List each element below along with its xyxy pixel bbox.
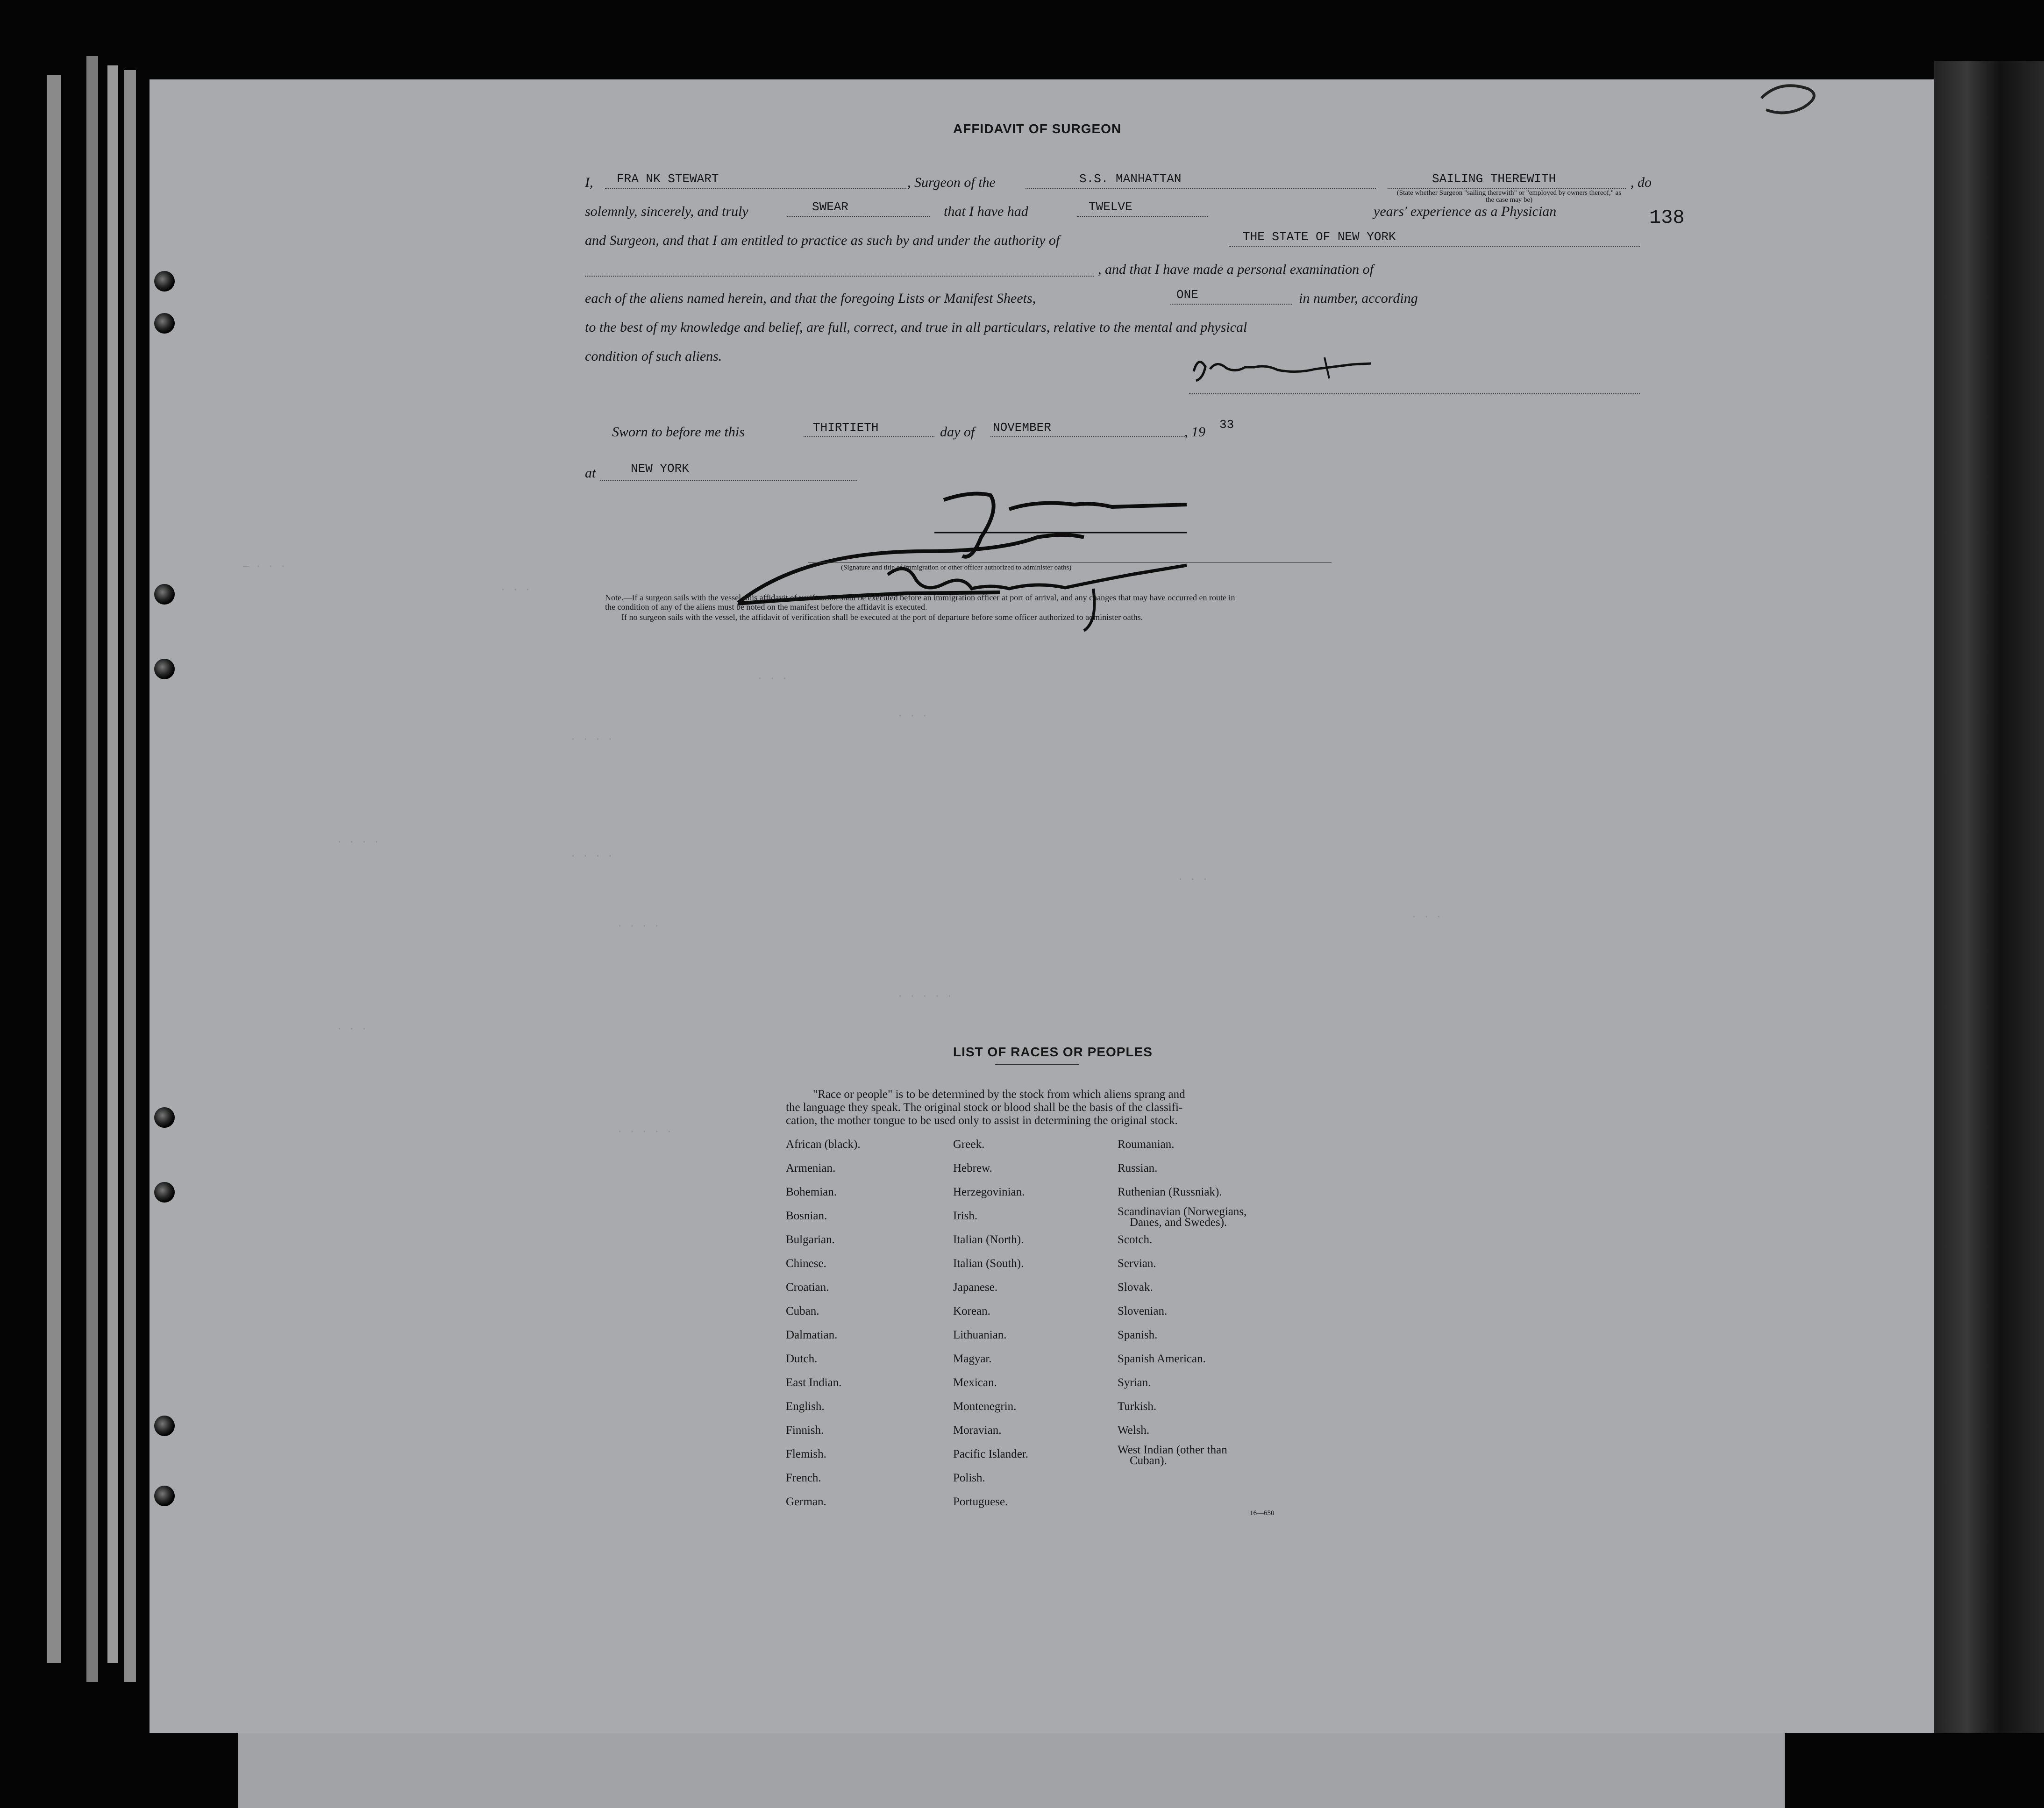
sworn-month-line <box>990 436 1187 437</box>
oath-line <box>787 216 930 217</box>
races-column-3 <box>1118 1132 1246 1466</box>
surgeon-status-value: SAILING THEREWITH <box>1432 172 1556 186</box>
race-item: Croatian. <box>786 1281 829 1294</box>
manifest-page: AFFIDAVIT OF SURGEON 138 I, FRA NK STEWART , Surgeon of the S.S. MANHATTAN SAILING THEREWITH , do (State whether Surgeon "sailing therewith" or "employed by owners thereof," as the case may be) solemnly, sincerely, and truly SWEAR that I have had TWELVE years' experience as a Physician and Surgeon, and that I am entitled to practice as such by and under the authority of THE STATE OF NEW YORK , and that I have made a personal examination of each of the aliens named herein, and that the foregoing Lists or Manifest Sheets, ONE in number, according to the best of my knowledge and belief, are full, correct, and true in all particulars, relative to the mental and physical condition of such aliens. Sworn to before me this THIRTIETH day of NOVEMBER , 19 33 at NEW YORK (Signature and title of immigration or other officer authorized to administer oaths) Note.—If a surgeon sails with the vessel, this affidavit of verification shall be executed before an immigration officer at port of arrival, and any changes that may have occurred en route in the condition of any of the aliens must be noted on the manifest before the affidavit is executed. If no surgeon sails with the vessel, the affidavit of verification shall be executed at the port of departure before some officer authorized to administer oaths. — · · · · · · · · · · · · · · · · · · · · · · · · · · · · · · · · · · · · · · · · · · · · · · · LIST OF RACES OR PEOPLES "Race or people" is to be determined by the stock from which aliens sprang and the language they speak. The original stock or blood shall be the basis of the classifi- cation, the mother tongue to be used only to assist in determining the original stock. African (black). Armenian. Bohemian. Bosnian. Bulgarian. Chinese. Croatian. Cuban. Dalmatian. Dutch. East Indian. English. Finnish. Flemish. French. German. Greek. Hebrew. Herzegovinian. Irish. Italian (North). Italian (South). Japanese. Korean. Lithuanian. Magyar. Mexican. Montenegrin. Moravian. Pacific Islander. Polish. Portuguese. Roumanian. Russian. Ruthenian (Russniak). Scandinavian (Norwegians, Danes, and Swedes). Scotch. Servian. Slovak. Slovenian. Spanish. Spanish American. Syrian. Turkish. Welsh. West Indian (other than Cuban). 16—650 <box>150 79 1934 1733</box>
word-at: at <box>585 465 596 481</box>
sworn-day-line <box>804 436 934 437</box>
race-item: French. <box>786 1472 821 1484</box>
year-prefix: , 19 <box>1184 424 1205 440</box>
sworn-month-value: NOVEMBER <box>993 420 1051 434</box>
race-item: Slovenian. <box>1118 1305 1168 1317</box>
page-edge <box>124 70 136 1682</box>
race-item: Montenegrin. <box>953 1400 1017 1413</box>
race-item: Herzegovinian. <box>953 1186 1025 1198</box>
status-note: (State whether Surgeon "sailing therewith" or "employed by owners thereof," as the case may be) <box>1396 189 1622 204</box>
race-item: Russian. <box>1118 1162 1158 1174</box>
race-item: Dutch. <box>786 1352 818 1365</box>
page-edge <box>86 56 98 1682</box>
race-item: Bulgarian. <box>786 1233 835 1246</box>
race-item: Japanese. <box>953 1281 998 1294</box>
race-item: Irish. <box>953 1210 978 1222</box>
officer-signature-line <box>808 562 1332 563</box>
race-item: Spanish American. <box>1118 1352 1206 1365</box>
race-item: Magyar. <box>953 1352 992 1365</box>
race-item: West Indian (other than Cuban). <box>1118 1444 1227 1467</box>
binding-shadow <box>1934 61 2044 1733</box>
day-of-text: day of <box>940 424 975 440</box>
punch-hole-icon <box>154 271 175 292</box>
race-item: Hebrew. <box>953 1162 992 1174</box>
punch-hole-icon <box>154 1416 175 1436</box>
race-item: Roumanian. <box>1118 1138 1175 1151</box>
years-value: TWELVE <box>1089 200 1132 214</box>
authority-continued-line <box>585 276 1094 277</box>
punch-hole-icon <box>154 313 175 334</box>
races-column-1 <box>786 1132 861 1514</box>
race-item: Scandinavian (Norwegians, Danes, and Swedes). <box>1118 1205 1247 1229</box>
races-intro-1: "Race or people" is to be determined by the stock from which aliens sprang and <box>813 1088 1185 1101</box>
note-line-1: Note.—If a surgeon sails with the vessel, this affidavit of verification shall be executed before an immigration officer at port of arrival, and any changes that may have occurred en route in <box>605 593 1235 602</box>
surgeon-signature-line <box>1189 393 1640 394</box>
race-item: Finnish. <box>786 1424 824 1437</box>
races-title-rule <box>995 1064 1079 1065</box>
surgeon-name-line <box>605 188 906 189</box>
sheets-line <box>1170 304 1292 305</box>
word-do: , do <box>1631 175 1652 190</box>
affidavit-title: AFFIDAVIT OF SURGEON <box>953 121 1122 136</box>
surgeon-status-line <box>1388 188 1626 189</box>
note-line-3: If no surgeon sails with the vessel, the affidavit of verification shall be executed at the port of departure before some officer authorized to administer oaths. <box>621 612 1143 622</box>
race-item: Portuguese. <box>953 1495 1008 1508</box>
race-item: Korean. <box>953 1305 990 1317</box>
race-item: Scotch. <box>1118 1233 1153 1246</box>
years-experience-text: years' experience as a Physician <box>1374 204 1557 219</box>
page-number: 138 <box>1649 206 1685 229</box>
sworn-day-value: THIRTIETH <box>813 420 879 434</box>
race-item: Welsh. <box>1118 1424 1150 1437</box>
race-item: Spanish. <box>1118 1329 1158 1341</box>
races-intro-2: the language they speak. The original stock or blood shall be the basis of the classifi- <box>786 1101 1183 1114</box>
corner-mark-icon <box>1752 79 1831 121</box>
race-item: Moravian. <box>953 1424 1002 1437</box>
punch-hole-icon <box>154 1182 175 1203</box>
officer-signature-caption: (Signature and title of immigration or other officer authorized to administer oaths) <box>841 564 1072 571</box>
personal-examination-text: , and that I have made a personal examination of <box>1098 262 1374 277</box>
race-item: Bosnian. <box>786 1210 827 1222</box>
race-item: Pacific Islander. <box>953 1448 1029 1460</box>
race-item: Slovak. <box>1118 1281 1153 1294</box>
race-item: Bohemian. <box>786 1186 837 1198</box>
punch-hole-icon <box>154 1486 175 1506</box>
page-edge <box>107 65 118 1663</box>
punch-hole-icon <box>154 659 175 679</box>
years-line <box>1077 216 1208 217</box>
sheets-value: ONE <box>1176 288 1198 302</box>
race-item: Mexican. <box>953 1376 997 1389</box>
in-number-text: in number, according <box>1299 291 1418 306</box>
race-item: Dalmatian. <box>786 1329 838 1341</box>
punch-hole-icon <box>154 1107 175 1128</box>
race-item: Greek. <box>953 1138 985 1151</box>
race-item: Flemish. <box>786 1448 826 1460</box>
race-item: Polish. <box>953 1472 985 1484</box>
surgeon-of-text: , Surgeon of the <box>907 175 996 190</box>
race-item: East Indian. <box>786 1376 842 1389</box>
vessel-line <box>1026 188 1376 189</box>
race-item: Italian (North). <box>953 1233 1024 1246</box>
races-column-2 <box>953 1132 1028 1514</box>
races-title: LIST OF RACES OR PEOPLES <box>953 1045 1153 1059</box>
have-had-text: that I have had <box>944 204 1028 219</box>
races-intro-3: cation, the mother tongue to be used only to assist in determining the original stock. <box>786 1114 1178 1127</box>
page-edge <box>47 75 61 1663</box>
surgeon-name-value: FRA NK STEWART <box>617 172 719 186</box>
race-item: Armenian. <box>786 1162 836 1174</box>
race-item: Lithuanian. <box>953 1329 1007 1341</box>
each-alien-text: each of the aliens named herein, and that the foregoing Lists or Manifest Sheets, <box>585 291 1036 306</box>
form-code: 16—650 <box>1250 1509 1275 1517</box>
solemnly-text: solemnly, sincerely, and truly <box>585 204 748 219</box>
condition-text: condition of such aliens. <box>585 349 722 364</box>
page-bottom-tab <box>238 1733 1785 1808</box>
word-i: I, <box>585 175 593 190</box>
race-item: Servian. <box>1118 1257 1156 1270</box>
vessel-value: S.S. MANHATTAN <box>1079 172 1182 186</box>
race-item: Turkish. <box>1118 1400 1157 1413</box>
surgeon-signature-icon <box>1184 350 1381 388</box>
authority-line <box>1229 246 1640 247</box>
race-item: Ruthenian (Russniak). <box>1118 1186 1222 1198</box>
race-item: Syrian. <box>1118 1376 1151 1389</box>
race-item: Italian (South). <box>953 1257 1024 1270</box>
race-item: African (black). <box>786 1138 861 1151</box>
authority-text: and Surgeon, and that I am entitled to practice as such by and under the authority of <box>585 233 1060 248</box>
location-value: NEW YORK <box>631 462 689 476</box>
race-item: English. <box>786 1400 825 1413</box>
oath-value: SWEAR <box>812 200 849 214</box>
year-suffix: 33 <box>1219 418 1234 432</box>
authority-value: THE STATE OF NEW YORK <box>1243 230 1396 244</box>
note-line-2: the condition of any of the aliens must be noted on the manifest before the affidavit is executed. <box>605 602 927 612</box>
knowledge-text: to the best of my knowledge and belief, are full, correct, and true in all particulars, relative to the mental and physical <box>585 320 1247 335</box>
sworn-text: Sworn to before me this <box>612 424 745 440</box>
race-item: Cuban. <box>786 1305 819 1317</box>
punch-hole-icon <box>154 584 175 605</box>
race-item: Chinese. <box>786 1257 826 1270</box>
race-item: German. <box>786 1495 826 1508</box>
